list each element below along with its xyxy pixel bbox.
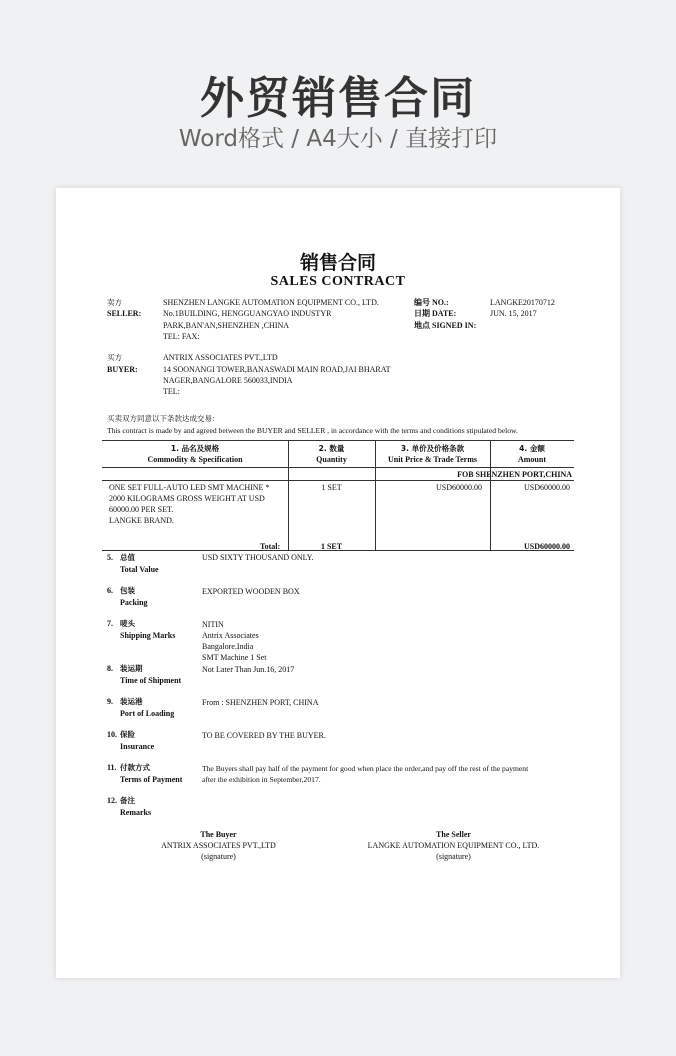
buyer-signature-line: (signature)	[201, 852, 236, 861]
clause-number: 10.	[107, 730, 117, 739]
clause-label-en: Remarks	[120, 808, 152, 817]
clause-label-cn: 装运港	[120, 697, 143, 706]
clause-label-en: Shipping Marks	[120, 631, 176, 640]
clause-label-en: Insurance	[120, 742, 155, 751]
col-header-cn: 1. 品名及规格	[170, 444, 220, 453]
buyer-label-en: BUYER:	[107, 365, 138, 374]
clause-text: The Buyers shall pay half of the payment for good when place the order,and pay off the rest of the payment	[202, 764, 529, 773]
buyer-line: ANTRIX ASSOCIATES PVT.,LTD	[163, 353, 278, 362]
clause-text: Bangalore.India	[202, 642, 254, 651]
clause-label-cn: 装运期	[120, 664, 143, 673]
buyer-signature-title: The Buyer	[200, 830, 237, 839]
clause-number: 5.	[107, 553, 113, 562]
buyer-signature-name: ANTRIX ASSOCIATES PVT.,LTD	[161, 841, 276, 850]
col-header-cn: 2. 数量	[318, 444, 345, 453]
col-header-en: Quantity	[316, 455, 347, 464]
clause-number: 6.	[107, 586, 113, 595]
seller-label-cn: 卖方	[107, 298, 122, 307]
clause-text: Antrix Associates	[202, 631, 259, 640]
buyer-line: TEL:	[163, 387, 180, 396]
buyer-label-cn: 买方	[107, 353, 122, 362]
banner-title: 外贸销售合同	[200, 73, 476, 124]
clause-text: USD SIXTY THOUSAND ONLY.	[202, 553, 314, 562]
col-header-quantity	[288, 440, 375, 467]
clause-label-en: Total Value	[120, 565, 159, 574]
seller-signature-name: LANGKE AUTOMATION EQUIPMENT CO., LTD.	[367, 841, 540, 850]
contract-no-label: 编号 NO.:	[414, 298, 449, 307]
col-header-amount	[490, 440, 574, 467]
col-header-commodity	[102, 440, 288, 467]
seller-line: No.1BUILDING, HENGGUANGYAO INDUSTYR	[163, 309, 332, 318]
contract-no-value: LANGKE20170712	[490, 298, 555, 307]
contract-date-value: JUN. 15, 2017	[490, 309, 537, 318]
col-header-cn: 4. 金额	[519, 444, 545, 453]
item-amount: USD60000.00	[523, 483, 570, 492]
clause-label-en: Packing	[120, 598, 148, 607]
clause-text: SMT Machine 1 Set	[202, 653, 267, 662]
clause-number: 12.	[107, 796, 117, 805]
banner-subtitle: Word格式 / A4大小 / 直接打印	[178, 126, 498, 152]
seller-line: TEL: FAX:	[163, 332, 200, 341]
total-label: Total:	[260, 542, 281, 551]
contract-title-en: SALES CONTRACT	[270, 274, 406, 289]
clause-label-cn: 备注	[120, 796, 135, 805]
item-description-line: 2000 KILOGRAMS GROSS WEIGHT AT USD	[109, 494, 265, 503]
clause-number: 11.	[107, 763, 117, 772]
clause-label-cn: 保险	[120, 730, 135, 739]
clause-text: after the exhibition in September,2017.	[202, 775, 321, 784]
buyer-line: 14 SOONANGI TOWER,BANASWADI MAIN ROAD,JAI BHARAT	[163, 365, 391, 374]
clause-label-cn: 总值	[120, 553, 135, 562]
intro-en: This contract is made by and agreed between the BUYER and SELLER , in accordance with the terms and conditions stipulated below.	[107, 426, 518, 435]
goods-table	[102, 440, 574, 551]
item-description-line: LANGKE BRAND.	[109, 516, 174, 525]
clause-text: NITIN	[202, 620, 224, 629]
item-unit-price: USD60000.00	[435, 483, 482, 492]
buyer-line: NAGER,BANGALORE 560033,INDIA	[163, 376, 293, 385]
contract-title-cn: 销售合同	[299, 252, 376, 274]
clause-label-en: Terms of Payment	[120, 775, 183, 784]
seller-signature-line: (signature)	[436, 852, 471, 861]
trade-term: FOB SHENZHEN PORT,CHINA	[457, 470, 572, 479]
seller-line: PARK,BAN'AN,SHENZHEN ,CHINA	[163, 321, 290, 330]
col-header-cn: 3. 单价及价格条款	[400, 444, 465, 453]
contract-date-label: 日期 DATE:	[414, 309, 457, 318]
seller-label-en: SELLER:	[107, 309, 142, 318]
intro-cn: 买卖双方同意以下条款达成交易：	[107, 414, 220, 423]
clause-text: From : SHENZHEN PORT, CHINA	[202, 698, 319, 707]
clause-text: Not Later Than Jun.16, 2017	[202, 665, 295, 674]
clause-label-en: Port of Loading	[120, 709, 175, 718]
clause-label-cn: 付款方式	[120, 763, 150, 772]
col-header-en: Commodity & Specification	[147, 455, 243, 464]
seller-line: SHENZHEN LANGKE AUTOMATION EQUIPMENT CO., LTD.	[163, 298, 379, 307]
total-quantity: 1 SET	[320, 542, 343, 551]
col-header-en: Unit Price & Trade Terms	[387, 455, 478, 464]
contract-page	[56, 188, 620, 978]
clause-number: 9.	[107, 697, 113, 706]
clause-label-en: Time of Shipment	[120, 676, 182, 685]
clause-number: 7.	[107, 619, 113, 628]
clause-text: TO BE COVERED BY THE BUYER.	[202, 731, 326, 740]
seller-signature-title: The Seller	[436, 830, 471, 839]
col-header-en: Amount	[517, 455, 546, 464]
signed-in-label: 地点 SIGNED IN:	[414, 321, 477, 330]
item-description-line: 60000.00 PER SET.	[109, 505, 174, 514]
clause-label-cn: 唛头	[120, 619, 135, 628]
item-description-line: ONE SET FULL-AUTO LED SMT MACHINE *	[109, 483, 270, 492]
col-header-unit-price	[375, 440, 490, 467]
clause-number: 8.	[107, 664, 113, 673]
clause-label-cn: 包装	[120, 586, 135, 595]
clause-text: EXPORTED WOODEN BOX	[202, 587, 300, 596]
total-amount: USD60000.00	[523, 542, 570, 551]
item-quantity: 1 SET	[321, 483, 342, 492]
